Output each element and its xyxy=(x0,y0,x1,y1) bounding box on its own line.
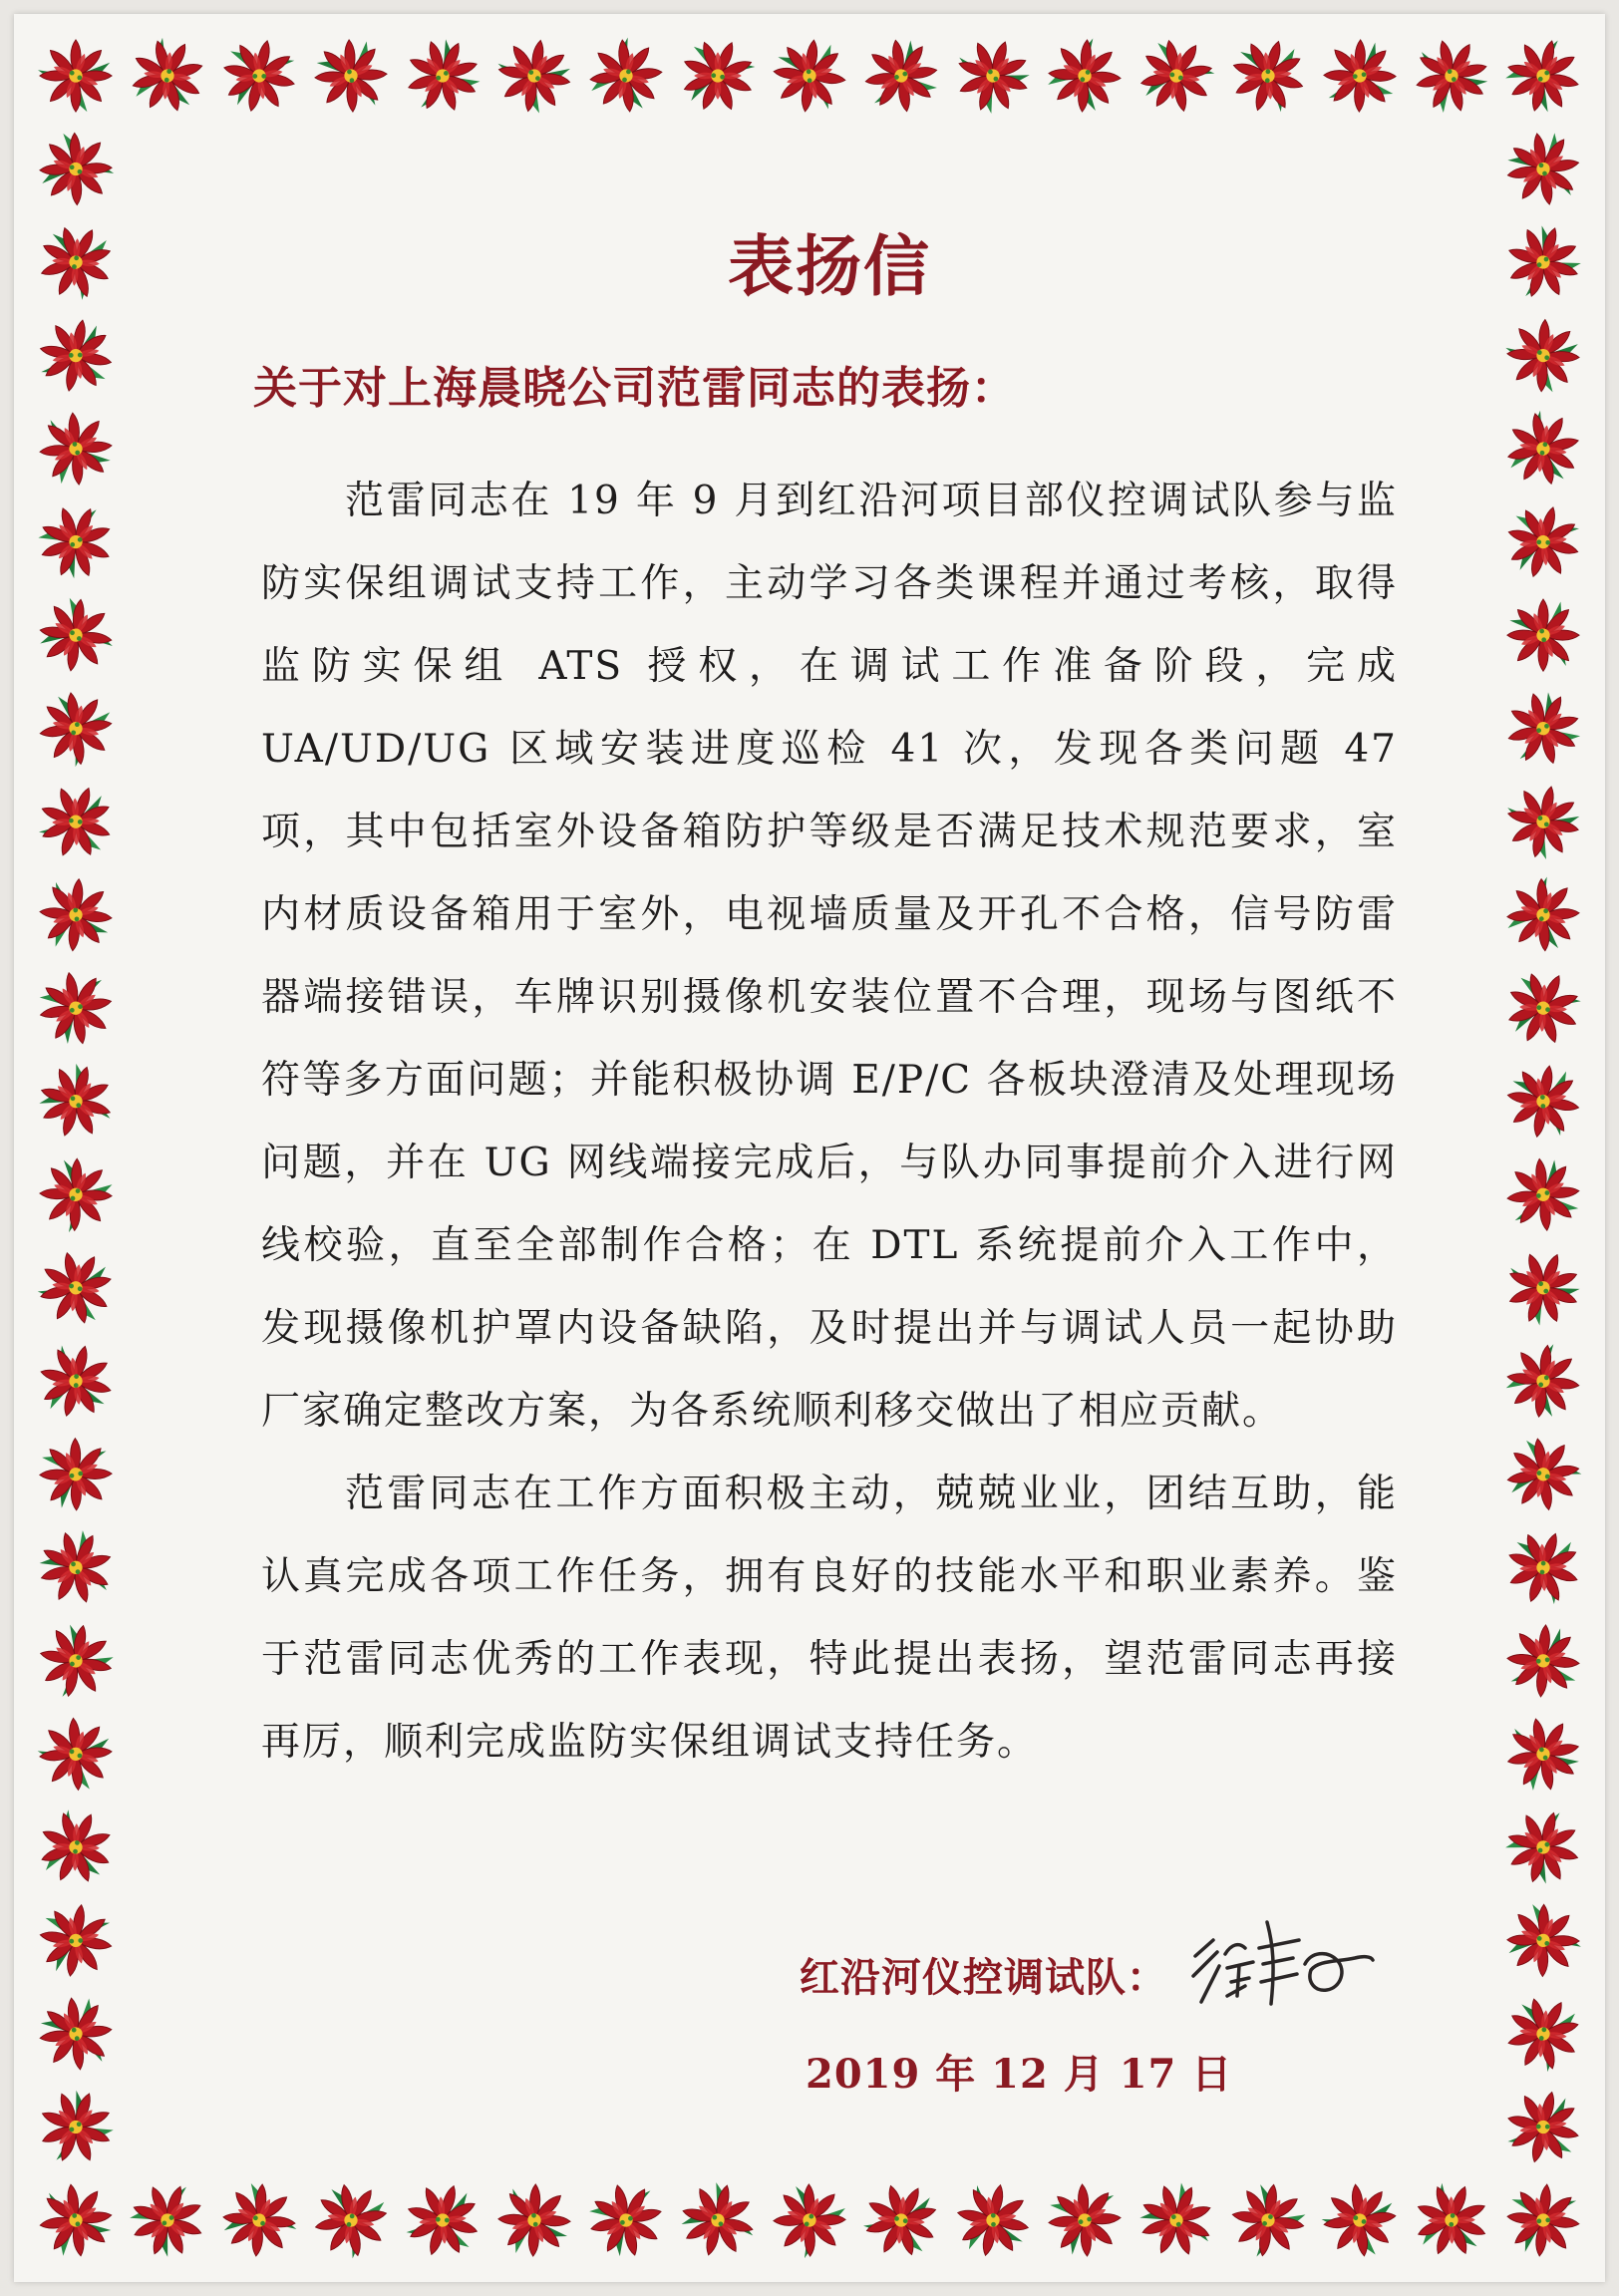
poinsettia-flower-icon xyxy=(1495,1519,1592,1617)
handwritten-signature xyxy=(1187,1904,1377,2014)
poinsettia-flower-icon xyxy=(29,1800,122,1893)
poinsettia-flower-icon xyxy=(1496,216,1588,310)
poinsettia-flower-icon xyxy=(1493,680,1592,780)
letter-title: 表扬信 xyxy=(728,227,931,305)
poinsettia-flower-icon xyxy=(1492,584,1595,687)
poinsettia-flower-icon xyxy=(942,2168,1043,2269)
poinsettia-flower-icon xyxy=(1401,26,1500,126)
poinsettia-flower-icon xyxy=(1034,2168,1136,2271)
letter-sheet xyxy=(14,14,1605,2282)
poinsettia-flower-icon xyxy=(1503,1339,1584,1421)
poinsettia-flower-icon xyxy=(1046,36,1123,115)
letter-content xyxy=(253,213,1398,2098)
poinsettia-flower-icon xyxy=(33,1618,119,1705)
poinsettia-flower-icon xyxy=(26,957,127,1059)
poinsettia-flower-icon xyxy=(1499,1990,1588,2080)
poinsettia-flower-icon xyxy=(24,862,127,965)
poinsettia-flower-icon xyxy=(1498,1801,1589,1892)
poinsettia-flower-icon xyxy=(24,2168,127,2270)
poinsettia-flower-icon xyxy=(671,28,767,123)
poinsettia-flower-icon xyxy=(1499,404,1586,492)
poinsettia-flower-icon xyxy=(121,2172,214,2267)
poinsettia-flower-icon xyxy=(28,492,124,589)
poinsettia-flower-icon xyxy=(1404,2171,1498,2267)
poinsettia-flower-icon xyxy=(576,2169,676,2270)
poinsettia-flower-icon xyxy=(1219,27,1318,126)
poinsettia-flower-icon xyxy=(27,775,124,870)
poinsettia-flower-icon xyxy=(1308,25,1411,128)
poinsettia-flower-icon xyxy=(1493,1051,1595,1152)
poinsettia-flower-icon xyxy=(1318,2180,1400,2261)
poinsettia-flower-icon xyxy=(1492,2168,1595,2271)
poinsettia-flower-icon xyxy=(39,132,116,206)
poinsettia-flower-icon xyxy=(35,594,118,676)
poinsettia-flower-icon xyxy=(1129,2172,1226,2269)
poinsettia-flower-icon xyxy=(26,1330,126,1430)
poinsettia-flower-icon xyxy=(394,28,490,126)
signatory-label: 红沿河仪控调试队： xyxy=(800,1954,1167,2001)
poinsettia-flower-icon xyxy=(309,2178,394,2265)
poinsettia-flower-icon xyxy=(25,1422,128,1524)
poinsettia-flower-icon xyxy=(1491,1610,1594,1713)
poinsettia-flower-icon xyxy=(483,2168,585,2271)
poinsettia-flower-icon xyxy=(39,1157,114,1234)
poinsettia-flower-icon xyxy=(1492,2078,1593,2177)
poinsettia-flower-icon xyxy=(1493,119,1595,220)
poinsettia-flower-icon xyxy=(759,25,861,128)
poinsettia-flower-icon xyxy=(27,1518,126,1617)
poinsettia-flower-icon xyxy=(586,34,666,115)
poinsettia-flower-icon xyxy=(123,30,212,121)
poinsettia-flower-icon xyxy=(393,2171,491,2269)
poinsettia-flower-icon xyxy=(674,2176,764,2265)
letter-paragraph-2: 范雷同志在工作方面积极主动，兢兢业业，团结互助，能认真完成各项工作任务，拥有良好的技能水平和职业素养。鉴于范雷同志优秀的工作表现，特此提出表扬，望范雷同志再接再厉，顺利完成监防实保组调试支持任务。 xyxy=(261,1472,1398,1765)
poinsettia-flower-icon xyxy=(849,26,951,128)
poinsettia-flower-icon xyxy=(1502,1433,1586,1515)
poinsettia-flower-icon xyxy=(1499,30,1587,119)
poinsettia-flower-icon xyxy=(1226,2179,1309,2263)
poinsettia-flower-icon xyxy=(31,217,123,310)
signature-block xyxy=(800,1946,1438,2100)
poinsettia-flower-icon xyxy=(1505,875,1581,953)
poinsettia-flower-icon xyxy=(28,2081,123,2176)
poinsettia-flower-icon xyxy=(1494,1240,1590,1335)
poinsettia-flower-icon xyxy=(854,2175,946,2266)
poinsettia-flower-icon xyxy=(26,1889,128,1991)
poinsettia-flower-icon xyxy=(35,688,117,771)
poinsettia-flower-icon xyxy=(220,2181,300,2259)
poinsettia-flower-icon xyxy=(1491,1703,1592,1804)
poinsettia-flower-icon xyxy=(773,2183,845,2258)
letter-paragraph-1: 范雷同志在 19 年 9 月到红沿河项目部仪控调试队参与监防实保组调试支持工作，主动学习各类课程并通过考核，取得监防实保组 ATS 授权，在调试工作准备阶段，完成 UA/UD/UG 区域安装进度巡检 41 次，发现各类问题 47 项，其中包括室外设备箱防护等级是否满足技术规范要求，室内材质设备箱用于室外，电视墙质量及开孔不合格，信号防雷器端接错误，车牌识别摄像机安装位置不合理，现场与图纸不符等多方面问题；并能积极协调 E/P/C 各板块澄清及处理现场问题，并在 UG 网线端接完成后，与队办同事提前介入进行网线校验，直至全部制作合格；在 DTL 系统提前介入工作中，发现摄像机护罩内设备缺陷，及时提出并与调试人员一起协助厂家确定整改方案，为各系统顺利移交做出了相应贡献。 xyxy=(261,479,1398,1434)
poinsettia-flower-icon xyxy=(24,397,127,499)
poinsettia-flower-icon xyxy=(38,40,112,112)
poinsettia-flower-icon xyxy=(1494,492,1594,591)
poinsettia-flower-icon xyxy=(300,25,403,128)
poinsettia-flower-icon xyxy=(1497,962,1591,1054)
poinsettia-flower-icon xyxy=(209,25,310,125)
poinsettia-flower-icon xyxy=(30,1244,119,1332)
poinsettia-flower-icon xyxy=(1506,1904,1581,1977)
poinsettia-flower-icon xyxy=(36,1716,115,1793)
poinsettia-flower-icon xyxy=(1491,1145,1594,1247)
letter-date: 2019 年 12 月 17 日 xyxy=(806,2051,1233,2098)
poinsettia-flower-icon xyxy=(24,305,126,406)
poinsettia-flower-icon xyxy=(1133,33,1220,119)
poinsettia-flower-icon xyxy=(1503,318,1581,394)
poinsettia-flower-icon xyxy=(31,1056,124,1148)
poinsettia-flower-icon xyxy=(945,29,1039,122)
poinsettia-flower-icon xyxy=(1498,778,1586,864)
poinsettia-flower-icon xyxy=(25,1983,128,2086)
poinsettia-flower-icon xyxy=(490,34,576,118)
letter-subtitle: 关于对上海晨晓公司范雷同志的表扬： xyxy=(253,363,1016,414)
